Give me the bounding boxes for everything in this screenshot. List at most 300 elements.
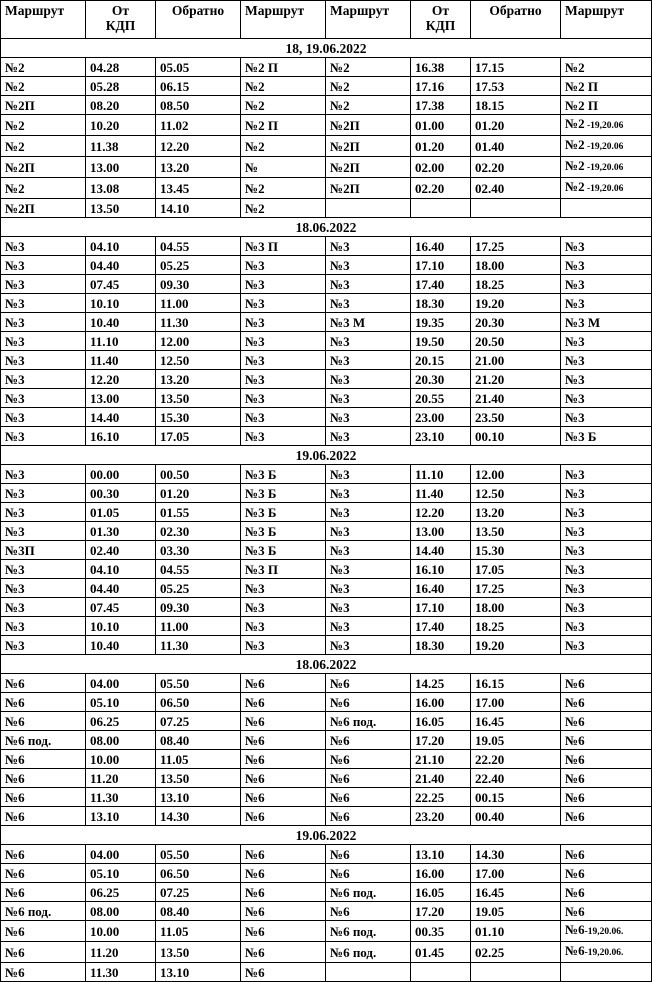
table-cell: №6 xyxy=(241,731,326,750)
table-row xyxy=(1,560,652,579)
table-cell: 17.00 xyxy=(471,693,561,712)
table-cell: №6 xyxy=(1,750,86,769)
table-cell: 07.45 xyxy=(86,598,156,617)
table-cell: №3 xyxy=(561,389,652,408)
table-cell: 16.38 xyxy=(411,58,471,77)
table-cell xyxy=(411,199,471,218)
table-cell: №6 xyxy=(561,902,652,921)
table-cell: 20.50 xyxy=(471,332,561,351)
table-cell: 06.50 xyxy=(156,864,241,883)
table-cell: №6 под. xyxy=(1,731,86,750)
table-cell: №3 xyxy=(326,351,411,370)
table-cell: №3 Б xyxy=(241,503,326,522)
table-cell: 01.20 xyxy=(411,136,471,157)
table-cell: 19.20 xyxy=(471,636,561,655)
table-cell: 10.40 xyxy=(86,313,156,332)
table-row xyxy=(1,769,652,788)
table-cell: 14.40 xyxy=(86,408,156,427)
column-header: От КДП xyxy=(86,1,156,39)
table-cell: №6-19,20.06. xyxy=(561,921,652,942)
table-cell: №3 xyxy=(326,237,411,256)
table-cell: 00.00 xyxy=(86,465,156,484)
table-row xyxy=(1,807,652,826)
table-cell: 23.20 xyxy=(411,807,471,826)
table-cell: 16.00 xyxy=(411,864,471,883)
table-cell: №2П xyxy=(1,157,86,178)
table-cell: №2П xyxy=(326,136,411,157)
table-cell: №3 xyxy=(326,256,411,275)
table-row xyxy=(1,864,652,883)
table-cell: 11.20 xyxy=(86,769,156,788)
table-cell: 18.30 xyxy=(411,294,471,313)
table-cell: 11.40 xyxy=(411,484,471,503)
table-cell: №6 xyxy=(1,963,86,982)
table-cell: №6 xyxy=(241,883,326,902)
table-cell: 17.05 xyxy=(471,560,561,579)
table-cell: 17.53 xyxy=(471,77,561,96)
section-date: 19.06.2022 xyxy=(1,446,652,465)
table-cell: 23.00 xyxy=(411,408,471,427)
table-cell: 01.45 xyxy=(411,942,471,963)
table-cell: 05.50 xyxy=(156,674,241,693)
table-cell: 14.40 xyxy=(411,541,471,560)
table-cell: 11.30 xyxy=(86,963,156,982)
table-cell: №3 xyxy=(1,256,86,275)
table-cell: 06.25 xyxy=(86,883,156,902)
table-row xyxy=(1,541,652,560)
table-cell: №3 xyxy=(1,351,86,370)
table-cell: 13.50 xyxy=(86,199,156,218)
table-cell: 16.05 xyxy=(411,712,471,731)
table-cell: №3 xyxy=(561,560,652,579)
table-cell: №3 xyxy=(561,617,652,636)
table-cell: 00.40 xyxy=(471,807,561,826)
table-cell: 17.00 xyxy=(471,864,561,883)
table-cell: 11.02 xyxy=(156,115,241,136)
table-cell: 12.20 xyxy=(156,136,241,157)
table-cell: №3 xyxy=(241,408,326,427)
table-cell: №6 под. xyxy=(1,902,86,921)
table-cell: №6 xyxy=(326,693,411,712)
table-cell: 20.30 xyxy=(411,370,471,389)
table-cell: 05.10 xyxy=(86,864,156,883)
table-cell: №3 xyxy=(241,332,326,351)
table-cell: №3 xyxy=(561,636,652,655)
table-cell: 17.25 xyxy=(471,237,561,256)
table-cell: 23.10 xyxy=(411,427,471,446)
table-cell: №2 xyxy=(1,77,86,96)
table-cell: 00.10 xyxy=(471,427,561,446)
table-cell: 01.20 xyxy=(156,484,241,503)
table-cell: №6 xyxy=(326,902,411,921)
table-cell: 12.00 xyxy=(156,332,241,351)
table-cell: 19.35 xyxy=(411,313,471,332)
table-cell: 17.16 xyxy=(411,77,471,96)
table-cell: 18.25 xyxy=(471,275,561,294)
table-cell: 07.25 xyxy=(156,712,241,731)
table-row xyxy=(1,942,652,963)
table-cell: №3 xyxy=(1,617,86,636)
table-cell: №6 xyxy=(1,769,86,788)
table-cell: 06.50 xyxy=(156,693,241,712)
table-row xyxy=(1,427,652,446)
table-cell: №6 под. xyxy=(326,921,411,942)
table-cell: 00.15 xyxy=(471,788,561,807)
table-cell: №6 xyxy=(241,788,326,807)
table-cell: №3 xyxy=(1,408,86,427)
table-cell: №3 xyxy=(241,617,326,636)
table-cell: №6 xyxy=(1,942,86,963)
table-cell xyxy=(326,963,411,982)
table-cell: 04.55 xyxy=(156,237,241,256)
table-cell: 12.00 xyxy=(471,465,561,484)
table-row xyxy=(1,845,652,864)
column-header: Маршрут xyxy=(241,1,326,39)
table-row xyxy=(1,370,652,389)
table-cell: 20.55 xyxy=(411,389,471,408)
table-cell: 11.30 xyxy=(156,636,241,655)
table-cell: №3 xyxy=(241,370,326,389)
table-cell: 02.00 xyxy=(411,157,471,178)
table-cell: №6 xyxy=(561,788,652,807)
table-cell: 14.10 xyxy=(156,199,241,218)
table-cell: 17.10 xyxy=(411,256,471,275)
table-cell: №6 xyxy=(561,864,652,883)
table-cell: №6 xyxy=(326,769,411,788)
table-cell: 00.35 xyxy=(411,921,471,942)
table-cell: 12.50 xyxy=(156,351,241,370)
table-cell: №3 xyxy=(326,503,411,522)
table-cell: 13.20 xyxy=(471,503,561,522)
table-cell: №3 xyxy=(1,275,86,294)
table-cell: 17.20 xyxy=(411,902,471,921)
table-cell: №6 xyxy=(241,807,326,826)
table-cell: 21.00 xyxy=(471,351,561,370)
table-cell: 11.30 xyxy=(156,313,241,332)
table-cell: №3 xyxy=(561,503,652,522)
table-cell: 12.20 xyxy=(86,370,156,389)
column-header: Обратно xyxy=(471,1,561,39)
table-body xyxy=(1,39,652,982)
table-cell: №3 xyxy=(326,484,411,503)
table-row xyxy=(1,963,652,982)
table-row xyxy=(1,674,652,693)
table-cell: №6 xyxy=(561,883,652,902)
table-cell: 11.20 xyxy=(86,942,156,963)
table-row xyxy=(1,294,652,313)
table-cell: №3 xyxy=(1,560,86,579)
table-cell: №3 П xyxy=(241,237,326,256)
table-cell: 09.30 xyxy=(156,275,241,294)
table-row xyxy=(1,712,652,731)
table-cell: №3 xyxy=(1,389,86,408)
section-date: 18.06.2022 xyxy=(1,655,652,674)
table-cell: 04.10 xyxy=(86,560,156,579)
table-row xyxy=(1,157,652,178)
table-row xyxy=(1,178,652,199)
table-cell: №3 xyxy=(326,522,411,541)
table-cell: №2 xyxy=(1,178,86,199)
table-cell: №3 М xyxy=(561,313,652,332)
table-row xyxy=(1,731,652,750)
table-cell: №3 xyxy=(326,617,411,636)
table-cell: 18.00 xyxy=(471,256,561,275)
column-header: Обратно xyxy=(156,1,241,39)
table-cell: 12.50 xyxy=(471,484,561,503)
table-cell: №3 xyxy=(1,522,86,541)
table-row xyxy=(1,579,652,598)
table-cell: №6 xyxy=(326,731,411,750)
table-cell: 04.00 xyxy=(86,674,156,693)
table-cell: 10.10 xyxy=(86,294,156,313)
table-cell: 18.00 xyxy=(471,598,561,617)
table-cell: №6 xyxy=(241,902,326,921)
table-cell: №2П xyxy=(1,199,86,218)
table-row xyxy=(1,389,652,408)
table-cell: №6 xyxy=(241,693,326,712)
table-row xyxy=(1,883,652,902)
table-row xyxy=(1,902,652,921)
table-cell: 11.00 xyxy=(156,294,241,313)
table-cell: №3 xyxy=(1,332,86,351)
table-cell: №3 xyxy=(1,294,86,313)
table-cell: 05.10 xyxy=(86,693,156,712)
table-cell: 02.20 xyxy=(471,157,561,178)
table-cell: 16.45 xyxy=(471,712,561,731)
table-cell: 01.20 xyxy=(471,115,561,136)
table-cell: №2П xyxy=(326,178,411,199)
table-cell: №3 xyxy=(326,294,411,313)
table-cell: 10.10 xyxy=(86,617,156,636)
table-cell: №6 xyxy=(1,883,86,902)
table-cell: №3 Б xyxy=(241,465,326,484)
table-cell: 17.15 xyxy=(471,58,561,77)
table-cell: №3 xyxy=(561,370,652,389)
table-cell: 17.10 xyxy=(411,598,471,617)
table-row xyxy=(1,693,652,712)
table-cell: 04.55 xyxy=(156,560,241,579)
table-cell: 05.25 xyxy=(156,579,241,598)
table-cell: №3 xyxy=(241,389,326,408)
table-cell: №6 xyxy=(561,750,652,769)
table-cell: №3 xyxy=(326,636,411,655)
table-cell: 13.10 xyxy=(156,963,241,982)
table-row xyxy=(1,484,652,503)
table-cell: №3 xyxy=(1,636,86,655)
table-cell: 13.50 xyxy=(156,389,241,408)
table-cell: 04.40 xyxy=(86,579,156,598)
table-cell: №6 xyxy=(326,674,411,693)
table-cell: 08.00 xyxy=(86,902,156,921)
section-header-row xyxy=(1,218,652,237)
table-cell: №2 xyxy=(1,115,86,136)
table-cell: №6 xyxy=(1,693,86,712)
table-cell: 18.25 xyxy=(471,617,561,636)
table-cell: №6 xyxy=(326,807,411,826)
table-cell: 21.10 xyxy=(411,750,471,769)
section-header-row xyxy=(1,39,652,58)
table-cell: №6 xyxy=(241,674,326,693)
table-row xyxy=(1,921,652,942)
table-cell: 16.10 xyxy=(86,427,156,446)
table-cell: №6 под. xyxy=(326,712,411,731)
table-cell: 02.40 xyxy=(86,541,156,560)
table-row xyxy=(1,77,652,96)
table-cell xyxy=(561,199,652,218)
table-cell: №3 xyxy=(561,484,652,503)
table-cell: 13.45 xyxy=(156,178,241,199)
table-cell: 13.50 xyxy=(156,769,241,788)
table-cell: №3 xyxy=(241,598,326,617)
table-cell: №3 xyxy=(561,579,652,598)
table-row xyxy=(1,332,652,351)
table-cell: 16.15 xyxy=(471,674,561,693)
table-cell: №3 xyxy=(326,541,411,560)
table-row xyxy=(1,522,652,541)
table-cell: №2 П xyxy=(241,58,326,77)
header-row xyxy=(1,1,652,39)
table-row xyxy=(1,750,652,769)
table-cell: 19.20 xyxy=(471,294,561,313)
table-cell: №2 П xyxy=(561,96,652,115)
table-cell: №6 xyxy=(241,845,326,864)
table-cell: 16.40 xyxy=(411,237,471,256)
section-date: 18.06.2022 xyxy=(1,218,652,237)
table-cell: №6 под. xyxy=(326,942,411,963)
table-cell: №2 xyxy=(561,58,652,77)
table-cell: 08.40 xyxy=(156,902,241,921)
table-cell: 16.05 xyxy=(411,883,471,902)
table-cell: 08.00 xyxy=(86,731,156,750)
table-cell: №6 xyxy=(1,674,86,693)
table-cell: 23.50 xyxy=(471,408,561,427)
table-cell: 18.30 xyxy=(411,636,471,655)
table-cell xyxy=(471,199,561,218)
table-cell: 15.30 xyxy=(471,541,561,560)
table-cell: №3 Б xyxy=(241,484,326,503)
table-cell: 11.05 xyxy=(156,921,241,942)
table-cell: 04.28 xyxy=(86,58,156,77)
table-cell: №3 xyxy=(561,541,652,560)
table-cell: №3 xyxy=(326,332,411,351)
table-cell: 14.25 xyxy=(411,674,471,693)
table-cell: №6 xyxy=(561,769,652,788)
table-cell: №3 xyxy=(326,408,411,427)
table-cell: №2П xyxy=(326,157,411,178)
table-cell: №2 xyxy=(326,96,411,115)
table-cell xyxy=(326,199,411,218)
table-cell: №6 xyxy=(1,712,86,731)
table-cell: 08.50 xyxy=(156,96,241,115)
table-cell: 10.00 xyxy=(86,750,156,769)
table-cell: №3 xyxy=(326,560,411,579)
table-cell: №6 xyxy=(326,864,411,883)
table-cell: №3 xyxy=(326,598,411,617)
table-row xyxy=(1,617,652,636)
table-cell: №2 xyxy=(1,136,86,157)
table-cell: №6 xyxy=(326,845,411,864)
table-cell: 20.15 xyxy=(411,351,471,370)
table-cell: №3 xyxy=(561,294,652,313)
table-cell: 17.25 xyxy=(471,579,561,598)
table-cell: №6 xyxy=(1,845,86,864)
table-cell: №2 xyxy=(241,96,326,115)
table-cell: №3 xyxy=(1,598,86,617)
table-cell xyxy=(411,963,471,982)
table-cell: №3 xyxy=(561,598,652,617)
table-cell: 04.10 xyxy=(86,237,156,256)
table-cell: №3 xyxy=(326,389,411,408)
table-row xyxy=(1,136,652,157)
section-header-row xyxy=(1,826,652,845)
table-cell: №2 xyxy=(241,136,326,157)
table-cell: №3П xyxy=(1,541,86,560)
table-cell: №3 xyxy=(561,256,652,275)
table-cell: 17.40 xyxy=(411,275,471,294)
table-cell: 05.25 xyxy=(156,256,241,275)
table-cell: 16.00 xyxy=(411,693,471,712)
table-cell: №6 xyxy=(241,942,326,963)
table-cell: №2 xyxy=(241,77,326,96)
table-cell: №3 Б xyxy=(241,541,326,560)
table-cell: №3 xyxy=(1,237,86,256)
table-cell: №6 под. xyxy=(326,883,411,902)
table-cell: №3 xyxy=(326,370,411,389)
table-cell: №3 xyxy=(326,427,411,446)
table-cell: №3 xyxy=(561,408,652,427)
table-cell: 14.30 xyxy=(156,807,241,826)
table-cell: 13.10 xyxy=(86,807,156,826)
table-cell: №6 xyxy=(561,712,652,731)
table-cell: №3 М xyxy=(326,313,411,332)
table-cell: 01.55 xyxy=(156,503,241,522)
table-cell: 13.00 xyxy=(86,157,156,178)
table-cell: №2 -19,20.06 xyxy=(561,178,652,199)
table-cell: №3 xyxy=(561,332,652,351)
table-cell: №3 xyxy=(241,313,326,332)
table-cell: 17.38 xyxy=(411,96,471,115)
table-cell: 16.45 xyxy=(471,883,561,902)
table-cell: 22.20 xyxy=(471,750,561,769)
table-row xyxy=(1,465,652,484)
table-cell: 13.10 xyxy=(411,845,471,864)
table-cell: 02.40 xyxy=(471,178,561,199)
table-cell: №3 xyxy=(326,579,411,598)
table-cell: 13.50 xyxy=(471,522,561,541)
table-cell: №6 xyxy=(561,807,652,826)
table-cell: 13.00 xyxy=(411,522,471,541)
table-cell: 04.00 xyxy=(86,845,156,864)
table-cell: 07.45 xyxy=(86,275,156,294)
table-cell: 08.20 xyxy=(86,96,156,115)
table-cell: 11.00 xyxy=(156,617,241,636)
table-cell: 05.05 xyxy=(156,58,241,77)
table-row xyxy=(1,408,652,427)
table-row xyxy=(1,275,652,294)
table-cell: №2 xyxy=(326,77,411,96)
table-cell: 13.20 xyxy=(156,370,241,389)
table-cell: №6 xyxy=(561,674,652,693)
table-row xyxy=(1,115,652,136)
table-cell: 01.30 xyxy=(86,522,156,541)
table-cell: №3 xyxy=(561,351,652,370)
table-cell: 03.30 xyxy=(156,541,241,560)
table-cell: №3 Б xyxy=(241,522,326,541)
table-cell: №6-19,20.06. xyxy=(561,942,652,963)
table-row xyxy=(1,788,652,807)
table-row xyxy=(1,598,652,617)
table-cell: №6 xyxy=(241,921,326,942)
